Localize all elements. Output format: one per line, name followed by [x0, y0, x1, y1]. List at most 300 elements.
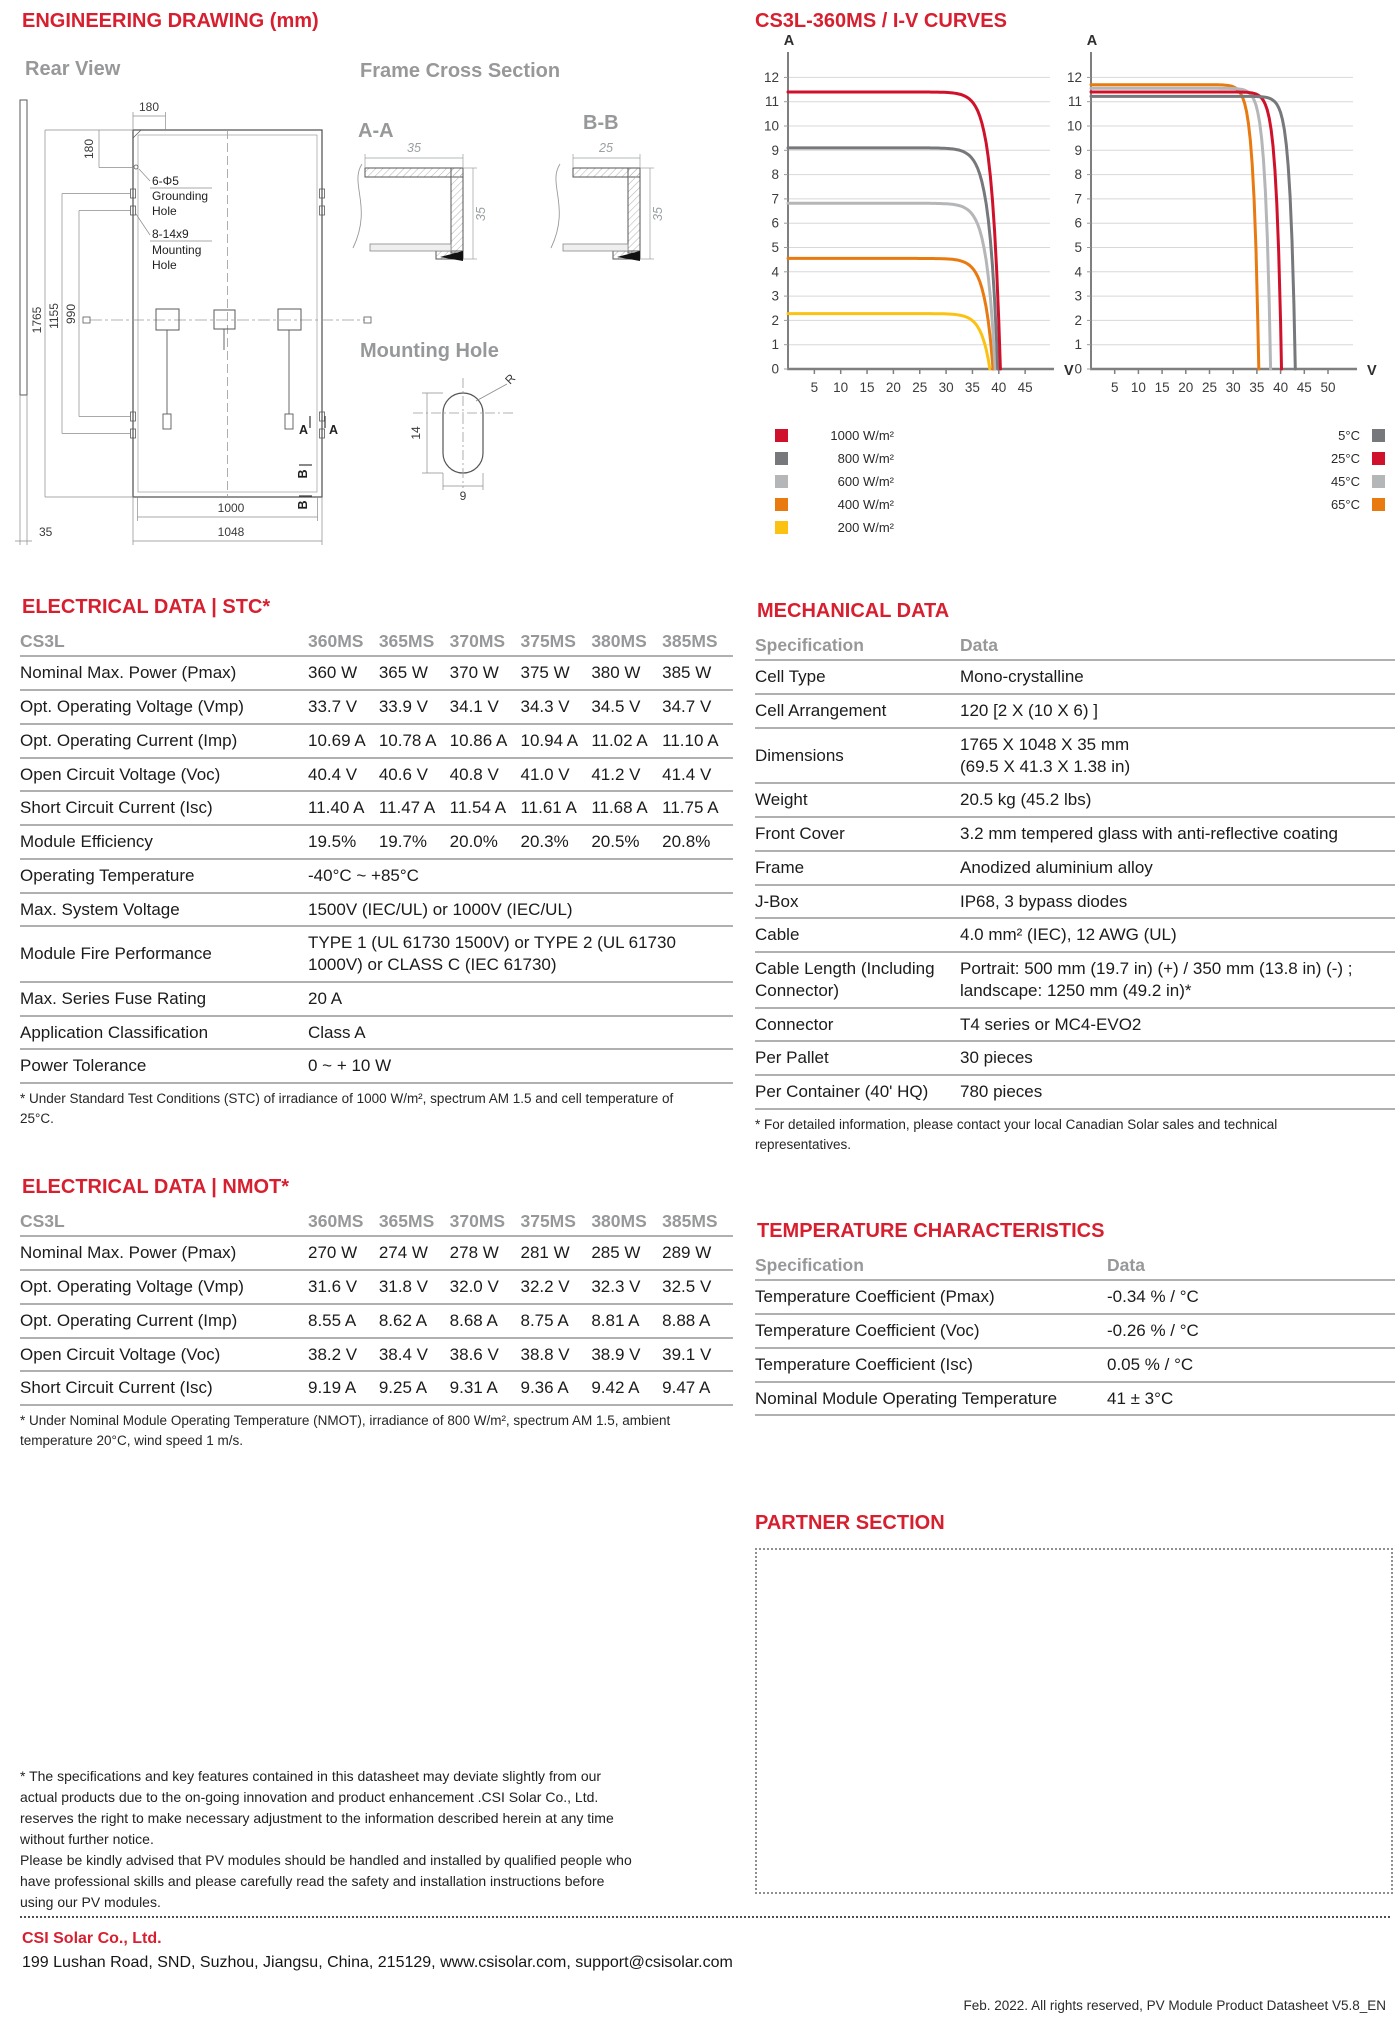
table-row	[755, 918, 1395, 952]
dim-slot-radius: R	[502, 371, 519, 388]
x-axis-tick-label: 15	[859, 380, 875, 395]
y-axis-tick-label: 1	[1074, 337, 1082, 353]
row-label: Module Efficiency	[20, 825, 308, 859]
row-value: 8.68 A	[450, 1304, 521, 1338]
row-value: 9.36 A	[520, 1371, 591, 1405]
table-row	[20, 825, 733, 859]
stc-title: ELECTRICAL DATA | STC*	[22, 596, 271, 618]
x-axis-tick-label: 5	[1110, 380, 1119, 395]
column-header: Data	[960, 632, 1395, 660]
legend-item	[1275, 470, 1385, 493]
x-axis-tick-label: 50	[1320, 380, 1336, 395]
legend-item	[775, 447, 894, 470]
row-value: 11.61 A	[520, 791, 591, 825]
row-value: 270 W	[308, 1236, 379, 1270]
row-value: 38.4 V	[379, 1338, 450, 1372]
grounding-hole-callout: Hole	[152, 204, 177, 218]
row-value: 370 W	[450, 656, 521, 690]
legend-label: 400 W/m²	[837, 497, 894, 512]
row-label: Cell Type	[755, 660, 960, 694]
table-row	[755, 1280, 1395, 1314]
row-value: 34.1 V	[450, 690, 521, 724]
row-value	[960, 728, 1395, 784]
dim-height-total: 1765	[30, 306, 44, 334]
y-axis-label: A	[783, 33, 795, 49]
partner-section-title: PARTNER SECTION	[755, 1512, 945, 1534]
y-axis-tick-label: 6	[771, 215, 779, 231]
row-value: 274 W	[379, 1236, 450, 1270]
row-value: 8.81 A	[591, 1304, 662, 1338]
row-label: Frame	[755, 851, 960, 885]
row-label: Cell Arrangement	[755, 694, 960, 728]
table-row	[755, 660, 1395, 694]
y-axis-tick-label: 9	[771, 142, 779, 158]
nmot-table-grid	[20, 1208, 733, 1406]
row-value-span: -40°C ~ +85°C	[308, 859, 733, 893]
section-mark-b: B	[296, 469, 310, 479]
x-axis-tick-label: 40	[1273, 380, 1289, 395]
stc-table-grid	[20, 628, 733, 1084]
row-label: Cable	[755, 918, 960, 952]
x-axis-label: V	[1367, 363, 1377, 379]
table-row	[20, 1371, 733, 1405]
x-axis-tick-label: 20	[885, 380, 901, 395]
footer-company: CSI Solar Co., Ltd.	[22, 1930, 162, 1947]
iv-curve-1000-W-m-	[788, 92, 1000, 369]
table-row	[755, 1041, 1395, 1075]
model-column-header: 375MS	[520, 628, 591, 656]
y-axis-tick-label: 9	[1074, 142, 1082, 158]
row-value: 360 W	[308, 656, 379, 690]
row-value: 289 W	[662, 1236, 733, 1270]
disclaimer-paragraph-1	[20, 1766, 760, 1850]
model-column-header: 360MS	[308, 1208, 379, 1236]
row-value: 38.8 V	[520, 1338, 591, 1372]
iv-chart-temperature	[1055, 32, 1395, 400]
legend-swatch	[1372, 498, 1385, 511]
row-value: 11.75 A	[662, 791, 733, 825]
iv-curve-600-W-m-	[788, 203, 995, 369]
table-row	[755, 694, 1395, 728]
y-axis-tick-label: 10	[1066, 118, 1082, 134]
footer-version: Feb. 2022. All rights reserved, PV Module Product Datasheet V5.8_EN	[963, 1998, 1386, 2013]
disclaimer-line: have professional skills and please carefully read the safety and installation instructions before	[20, 1873, 605, 1889]
mounting-hole-callout: 8-14x9	[152, 227, 189, 241]
row-value: 11.54 A	[450, 791, 521, 825]
row-value: -0.34 % / °C	[1107, 1280, 1395, 1314]
row-value: 8.55 A	[308, 1304, 379, 1338]
row-label: Short Circuit Current (Isc)	[20, 1371, 308, 1405]
table-row	[20, 1049, 733, 1083]
model-column-header: 360MS	[308, 628, 379, 656]
iv-curve-45-C	[1091, 88, 1271, 369]
row-value: 41.2 V	[591, 758, 662, 792]
mounting-hole-drawing	[413, 378, 513, 490]
legend-item	[1275, 493, 1385, 516]
row-value: 19.7%	[379, 825, 450, 859]
x-axis-tick-label: 30	[1225, 380, 1241, 395]
frame-cross-section-label: Frame Cross Section	[360, 60, 561, 82]
table-row	[20, 656, 733, 690]
y-axis-tick-label: 2	[771, 312, 779, 328]
table-row	[20, 1016, 733, 1050]
row-value: 38.6 V	[450, 1338, 521, 1372]
row-label: Application Classification	[20, 1016, 308, 1050]
legend-item	[775, 470, 894, 493]
iv-curve-65-C	[1091, 85, 1259, 369]
legend-label: 25°C	[1330, 451, 1360, 466]
y-axis-tick-label: 12	[763, 69, 779, 85]
footer-address: 199 Lushan Road, SND, Suzhou, Jiangsu, China, 215129, www.csisolar.com, support@csisolar.com	[22, 1954, 733, 1971]
y-axis-tick-label: 10	[763, 118, 779, 134]
row-value: 40.8 V	[450, 758, 521, 792]
model-column-header: 385MS	[662, 1208, 733, 1236]
row-label: Nominal Module Operating Temperature	[755, 1382, 1107, 1416]
y-axis-tick-label: 12	[1066, 69, 1082, 85]
row-value-line: (69.5 X 41.3 X 1.38 in)	[960, 756, 1131, 776]
row-value: 11.47 A	[379, 791, 450, 825]
row-value: 34.7 V	[662, 690, 733, 724]
y-axis-tick-label: 1	[771, 337, 779, 353]
mounting-hole-callout: Hole	[152, 258, 177, 272]
row-value: 385 W	[662, 656, 733, 690]
row-label: Connector	[755, 1008, 960, 1042]
y-axis-tick-label: 6	[1074, 215, 1082, 231]
x-axis-tick-label: 25	[1201, 380, 1218, 395]
table-row	[20, 926, 733, 982]
iv-chart-irradiance	[750, 32, 1085, 400]
legend-label: 45°C	[1330, 474, 1360, 489]
mechanical-footnote: * For detailed information, please contact your local Canadian Solar sales and technical representatives.	[755, 1116, 1278, 1153]
table-header-row	[755, 632, 1395, 660]
table-row	[20, 1338, 733, 1372]
row-value: 20.3%	[520, 825, 591, 859]
dim-slot-length: 14	[409, 426, 423, 440]
x-axis-tick-label: 45	[1017, 380, 1033, 395]
row-label: Open Circuit Voltage (Voc)	[20, 1338, 308, 1372]
row-label: Max. System Voltage	[20, 893, 308, 927]
row-value: 120 [2 X (10 X 6) ]	[960, 694, 1395, 728]
section-aa-label: A-A	[358, 120, 394, 142]
engineering-drawing	[15, 48, 740, 553]
temperature-characteristics-section	[755, 1220, 1395, 1416]
table-row	[20, 690, 733, 724]
iv-curve-200-W-m-	[788, 314, 990, 369]
x-axis-tick-label: 10	[833, 380, 849, 395]
y-axis-tick-label: 4	[1074, 264, 1082, 280]
row-value: 32.2 V	[520, 1270, 591, 1304]
aa-cross-section	[353, 164, 463, 261]
row-value: IP68, 3 bypass diodes	[960, 885, 1395, 919]
model-column-header: 380MS	[591, 628, 662, 656]
dim-thickness: 35	[39, 525, 53, 539]
disclaimer-line: using our PV modules.	[20, 1894, 161, 1910]
row-value-span: 1500V (IEC/UL) or 1000V (IEC/UL)	[308, 893, 733, 927]
row-value: T4 series or MC4-EVO2	[960, 1008, 1395, 1042]
row-label: Power Tolerance	[20, 1049, 308, 1083]
model-column-header: 380MS	[591, 1208, 662, 1236]
grounding-hole-callout: 6-Φ5	[152, 174, 179, 188]
row-value: 11.68 A	[591, 791, 662, 825]
row-value: 10.78 A	[379, 724, 450, 758]
disclaimer-line: reserves the right to make necessary adjustment to the information described herein at any time	[20, 1810, 614, 1826]
x-axis-tick-label: 30	[938, 380, 954, 395]
legend-label: 5°C	[1338, 428, 1360, 443]
section-mark-a: A	[329, 423, 339, 437]
row-value: 9.47 A	[662, 1371, 733, 1405]
dim-slot-width: 9	[459, 489, 467, 503]
y-axis-tick-label: 7	[771, 191, 779, 207]
row-value: 20.5 kg (45.2 lbs)	[960, 783, 1395, 817]
x-axis-tick-label: 5	[810, 380, 819, 395]
bb-cross-section	[551, 164, 640, 261]
x-axis-tick-label: 40	[991, 380, 1007, 395]
x-axis-tick-label: 10	[1130, 380, 1146, 395]
table-header-row	[755, 1252, 1395, 1280]
dim-aa-height: 35	[474, 207, 488, 221]
model-column-header: 375MS	[520, 1208, 591, 1236]
row-value: 380 W	[591, 656, 662, 690]
row-value-span: Class A	[308, 1016, 733, 1050]
y-axis-tick-label: 8	[771, 167, 779, 183]
row-value: 32.5 V	[662, 1270, 733, 1304]
row-value: 375 W	[520, 656, 591, 690]
dim-top-width: 180	[138, 100, 160, 114]
x-axis-label: V	[1064, 363, 1074, 379]
row-value: 0.05 % / °C	[1107, 1348, 1395, 1382]
table-row	[755, 728, 1395, 784]
tempchar-table	[755, 1252, 1395, 1416]
disclaimer-line: * The specifications and key features contained in this datasheet may deviate slightly from our	[20, 1768, 602, 1784]
model-column-header: 365MS	[379, 1208, 450, 1236]
engineering-drawing-title: ENGINEERING DRAWING (mm)	[22, 10, 319, 32]
legend-swatch	[775, 452, 788, 465]
y-axis-tick-label: 5	[1074, 240, 1082, 255]
row-label: Opt. Operating Voltage (Vmp)	[20, 1270, 308, 1304]
row-label: Weight	[755, 783, 960, 817]
row-value: 780 pieces	[960, 1075, 1395, 1109]
stc-section	[20, 596, 733, 1130]
x-axis-tick-label: 20	[1178, 380, 1194, 395]
rear-view-drawing	[20, 100, 371, 497]
table-row	[20, 859, 733, 893]
y-axis-tick-label: 0	[771, 361, 779, 377]
y-axis-tick-label: 4	[771, 264, 779, 280]
footer-divider	[20, 1916, 1390, 1918]
model-column-header: 370MS	[450, 628, 521, 656]
row-value: Anodized aluminium alloy	[960, 851, 1395, 885]
legend-item	[1275, 447, 1385, 470]
mechanical-title: MECHANICAL DATA	[757, 600, 950, 622]
row-value-span: 20 A	[308, 982, 733, 1016]
row-value: 31.8 V	[379, 1270, 450, 1304]
row-label: Cable Length (Including Connector)	[755, 952, 960, 1008]
row-value: 41.4 V	[662, 758, 733, 792]
model-column-header: 370MS	[450, 1208, 521, 1236]
legend-swatch	[775, 521, 788, 534]
table-corner-header: CS3L	[20, 1208, 308, 1236]
row-value: 9.19 A	[308, 1371, 379, 1405]
legend-label: 600 W/m²	[837, 474, 894, 489]
mounting-hole-label: Mounting Hole	[360, 340, 499, 362]
legend-swatch	[775, 429, 788, 442]
row-value: 285 W	[591, 1236, 662, 1270]
legend-item	[775, 424, 894, 447]
row-value: 3.2 mm tempered glass with anti-reflective coating	[960, 817, 1395, 851]
row-value: 8.88 A	[662, 1304, 733, 1338]
column-header: Specification	[755, 1252, 1107, 1280]
table-row	[755, 1075, 1395, 1109]
column-header: Data	[1107, 1252, 1395, 1280]
legend-swatch	[775, 475, 788, 488]
dim-bottom-total: 1048	[217, 525, 245, 539]
legend-item	[775, 516, 894, 539]
table-row	[755, 1314, 1395, 1348]
row-label: Nominal Max. Power (Pmax)	[20, 1236, 308, 1270]
row-label: Per Container (40' HQ)	[755, 1075, 960, 1109]
legend-swatch	[1372, 475, 1385, 488]
table-row	[755, 1382, 1395, 1416]
table-row	[20, 724, 733, 758]
disclaimer	[20, 1766, 760, 1913]
x-axis-tick-label: 25	[912, 380, 928, 395]
y-axis-tick-label: 3	[771, 288, 779, 304]
row-value: 278 W	[450, 1236, 521, 1270]
row-value: 41 ± 3°C	[1107, 1382, 1395, 1416]
row-value: 9.31 A	[450, 1371, 521, 1405]
legend-label: 65°C	[1330, 497, 1360, 512]
nmot-footnote: * Under Nominal Module Operating Temperature (NMOT), irradiance of 800 W/m², spectrum AM 1.5, ambient temperature 20°C, wind speed 1 m/s.	[20, 1413, 671, 1449]
model-column-header: 385MS	[662, 628, 733, 656]
row-value: 4.0 mm² (IEC), 12 AWG (UL)	[960, 918, 1395, 952]
row-value: 281 W	[520, 1236, 591, 1270]
rear-view-dimension-texts	[30, 100, 338, 539]
row-value: 31.6 V	[308, 1270, 379, 1304]
nmot-table	[20, 1208, 733, 1406]
temperature-legend	[1275, 424, 1385, 516]
legend-label: 200 W/m²	[837, 520, 894, 535]
row-label: J-Box	[755, 885, 960, 919]
tempchar-title: TEMPERATURE CHARACTERISTICS	[757, 1220, 1105, 1242]
row-value: 30 pieces	[960, 1041, 1395, 1075]
mechanical-section	[755, 600, 1395, 1155]
y-axis-tick-label: 3	[1074, 288, 1082, 304]
legend-swatch	[1372, 429, 1385, 442]
row-value: 38.9 V	[591, 1338, 662, 1372]
section-bb-label: B-B	[583, 112, 619, 134]
row-label: Nominal Max. Power (Pmax)	[20, 656, 308, 690]
y-axis-tick-label: 11	[1067, 94, 1082, 110]
dim-aa-width: 35	[407, 141, 421, 155]
legend-label: 1000 W/m²	[830, 428, 894, 443]
disclaimer-line: Please be kindly advised that PV modules should be handled and installed by qualified people who	[20, 1852, 632, 1868]
table-row	[20, 758, 733, 792]
row-value: 33.9 V	[379, 690, 450, 724]
y-axis-tick-label: 8	[1074, 167, 1082, 183]
row-value: 10.94 A	[520, 724, 591, 758]
table-corner-header: CS3L	[20, 628, 308, 656]
table-row	[755, 1008, 1395, 1042]
x-axis-tick-label: 35	[964, 380, 980, 395]
legend-swatch	[1372, 452, 1385, 465]
row-value: 11.40 A	[308, 791, 379, 825]
grounding-hole-callout: Grounding	[152, 189, 209, 203]
table-row	[20, 982, 733, 1016]
y-axis-tick-label: 5	[771, 240, 779, 255]
row-value: 9.42 A	[591, 1371, 662, 1405]
table-row	[20, 893, 733, 927]
table-row	[755, 885, 1395, 919]
column-header: Specification	[755, 632, 960, 660]
legend-swatch	[775, 498, 788, 511]
model-column-header: 365MS	[379, 628, 450, 656]
row-label: Max. Series Fuse Rating	[20, 982, 308, 1016]
tempchar-table-grid	[755, 1252, 1395, 1416]
row-value: Mono-crystalline	[960, 660, 1395, 694]
row-label: Opt. Operating Voltage (Vmp)	[20, 690, 308, 724]
row-value: 19.5%	[308, 825, 379, 859]
row-value: 32.3 V	[591, 1270, 662, 1304]
row-value: 10.86 A	[450, 724, 521, 758]
dim-bottom-inner: 1000	[217, 501, 245, 515]
x-axis-tick-label: 45	[1296, 380, 1312, 395]
nmot-title: ELECTRICAL DATA | NMOT*	[22, 1176, 290, 1198]
row-value: 11.02 A	[591, 724, 662, 758]
table-row	[755, 817, 1395, 851]
y-axis-tick-label: 2	[1074, 312, 1082, 328]
mounting-hole-callout: Mounting	[152, 243, 202, 257]
row-label: Module Fire Performance	[20, 926, 308, 982]
row-value: 8.62 A	[379, 1304, 450, 1338]
irradiance-legend	[775, 424, 894, 539]
partner-box	[755, 1548, 1393, 1894]
iv-curve-5-C	[1091, 96, 1295, 369]
x-axis-tick-label: 15	[1154, 380, 1170, 395]
row-value: 34.3 V	[520, 690, 591, 724]
table-row	[20, 1236, 733, 1270]
section-mark-b: B	[296, 500, 310, 510]
table-row	[20, 1270, 733, 1304]
row-value-span: 0 ~ + 10 W	[308, 1049, 733, 1083]
row-value: 32.0 V	[450, 1270, 521, 1304]
row-label: Temperature Coefficient (Isc)	[755, 1348, 1107, 1382]
row-value: 20.5%	[591, 825, 662, 859]
row-value: 20.8%	[662, 825, 733, 859]
table-row	[20, 791, 733, 825]
row-label: Operating Temperature	[20, 859, 308, 893]
row-value: 41.0 V	[520, 758, 591, 792]
dim-height-mid: 1155	[47, 303, 61, 329]
nmot-section	[20, 1176, 733, 1452]
legend-label: 800 W/m²	[837, 451, 894, 466]
disclaimer-line: without further notice.	[20, 1831, 154, 1847]
row-label: Opt. Operating Current (Imp)	[20, 724, 308, 758]
row-value: 365 W	[379, 656, 450, 690]
section-mark-a: A	[299, 423, 309, 437]
row-value-span: TYPE 1 (UL 61730 1500V) or TYPE 2 (UL 61730 1000V) or CLASS C (IEC 61730)	[308, 926, 733, 982]
stc-footnote: * Under Standard Test Conditions (STC) of irradiance of 1000 W/m², spectrum AM 1.5 and cell temperature of 25°C.	[20, 1091, 674, 1127]
row-value: 40.6 V	[379, 758, 450, 792]
row-label: Per Pallet	[755, 1041, 960, 1075]
row-label: Short Circuit Current (Isc)	[20, 791, 308, 825]
table-row	[755, 1348, 1395, 1382]
y-axis-tick-label: 0	[1074, 361, 1082, 377]
row-value: 39.1 V	[662, 1338, 733, 1372]
dim-height-inner: 990	[64, 303, 78, 325]
legend-item	[1275, 424, 1385, 447]
row-value: 11.10 A	[662, 724, 733, 758]
dim-top-left: 180	[82, 138, 96, 160]
